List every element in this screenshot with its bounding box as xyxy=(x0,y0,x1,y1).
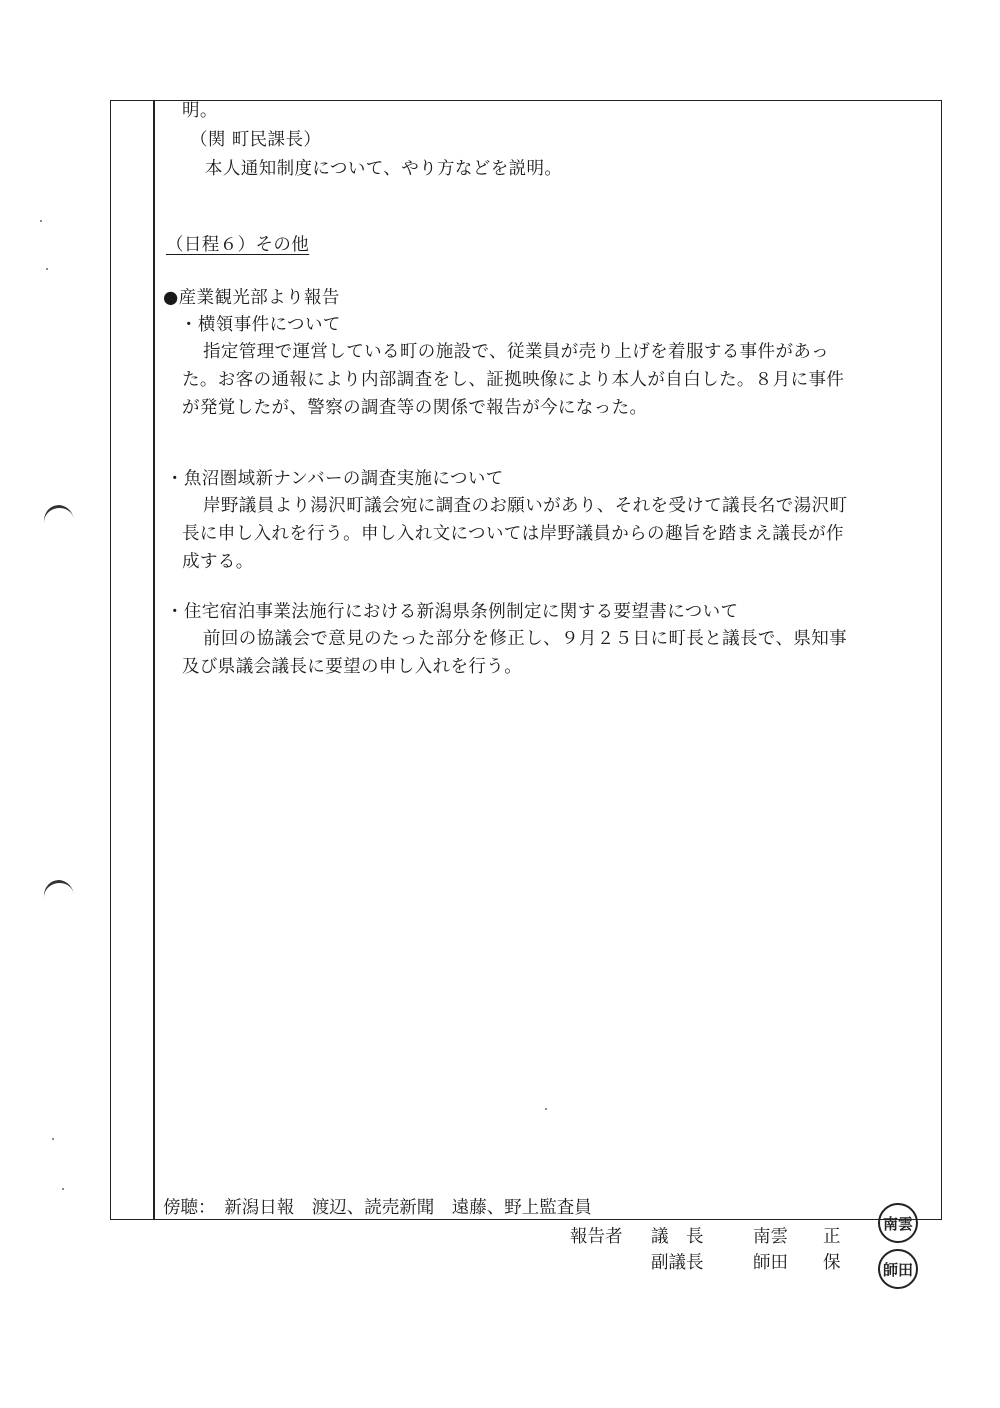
report-item-title: ・住宅宿泊事業法施行における新潟県条例制定に関する要望書について xyxy=(166,602,739,622)
body-line: 岸野議員より湯沢町議会宛に調査のお願いがあり、それを受けて議長名で湯沢町 xyxy=(203,496,848,516)
body-line: 指定管理で運営している町の施設で、従業員が売り上げを着服する事件があっ xyxy=(203,342,829,362)
vice-chair-title: 副議長 xyxy=(651,1253,704,1273)
vice-chair-seal-stamp: 師田 xyxy=(878,1249,918,1289)
reporter-label: 報告者 xyxy=(570,1227,623,1247)
vice-chair-name: 師田 保 xyxy=(753,1253,841,1273)
scan-speck xyxy=(52,1138,54,1140)
report-heading: ●産業観光部より報告 xyxy=(163,288,340,308)
scan-speck xyxy=(46,268,48,270)
body-line: 長に申し入れを行う。申し入れ文については岸野議員からの趣旨を踏まえ議長が作 xyxy=(182,524,844,544)
chair-seal-stamp: 南雲 xyxy=(878,1203,918,1243)
body-line: が発覚したが、警察の調査等の関係で報告が今になった。 xyxy=(182,398,648,418)
margin-divider xyxy=(153,101,155,1219)
observers-line: 傍聴： 新潟日報 渡辺、読売新聞 遠藤、野上監査員 xyxy=(163,1198,592,1218)
agenda-heading: （日程６）その他 xyxy=(166,235,310,255)
body-line: 及び県議会議長に要望の申し入れを行う。 xyxy=(182,657,523,677)
chair-name: 南雲 正 xyxy=(753,1227,841,1247)
punch-hole-mark xyxy=(41,878,76,916)
scan-speck xyxy=(62,1188,64,1190)
chair-title: 議 長 xyxy=(651,1227,704,1247)
scan-speck xyxy=(545,1108,547,1110)
body-line: 本人通知制度について、やり方などを説明。 xyxy=(205,159,563,179)
scan-speck xyxy=(40,220,42,222)
body-line: 明。 xyxy=(182,101,218,121)
body-line: 前回の協議会で意見のたった部分を修正し、９月２５日に町長と議長で、県知事 xyxy=(203,629,848,649)
speaker-line: （関 町民課長） xyxy=(190,130,322,150)
body-line: 成する。 xyxy=(182,552,254,572)
report-item-title: ・横領事件について xyxy=(180,315,341,335)
body-line: た。お客の通報により内部調査をし、証拠映像により本人が自白した。８月に事件 xyxy=(182,370,845,390)
punch-hole-mark xyxy=(41,503,76,541)
report-item-title: ・魚沼圏域新ナンバーの調査実施について xyxy=(166,469,504,489)
